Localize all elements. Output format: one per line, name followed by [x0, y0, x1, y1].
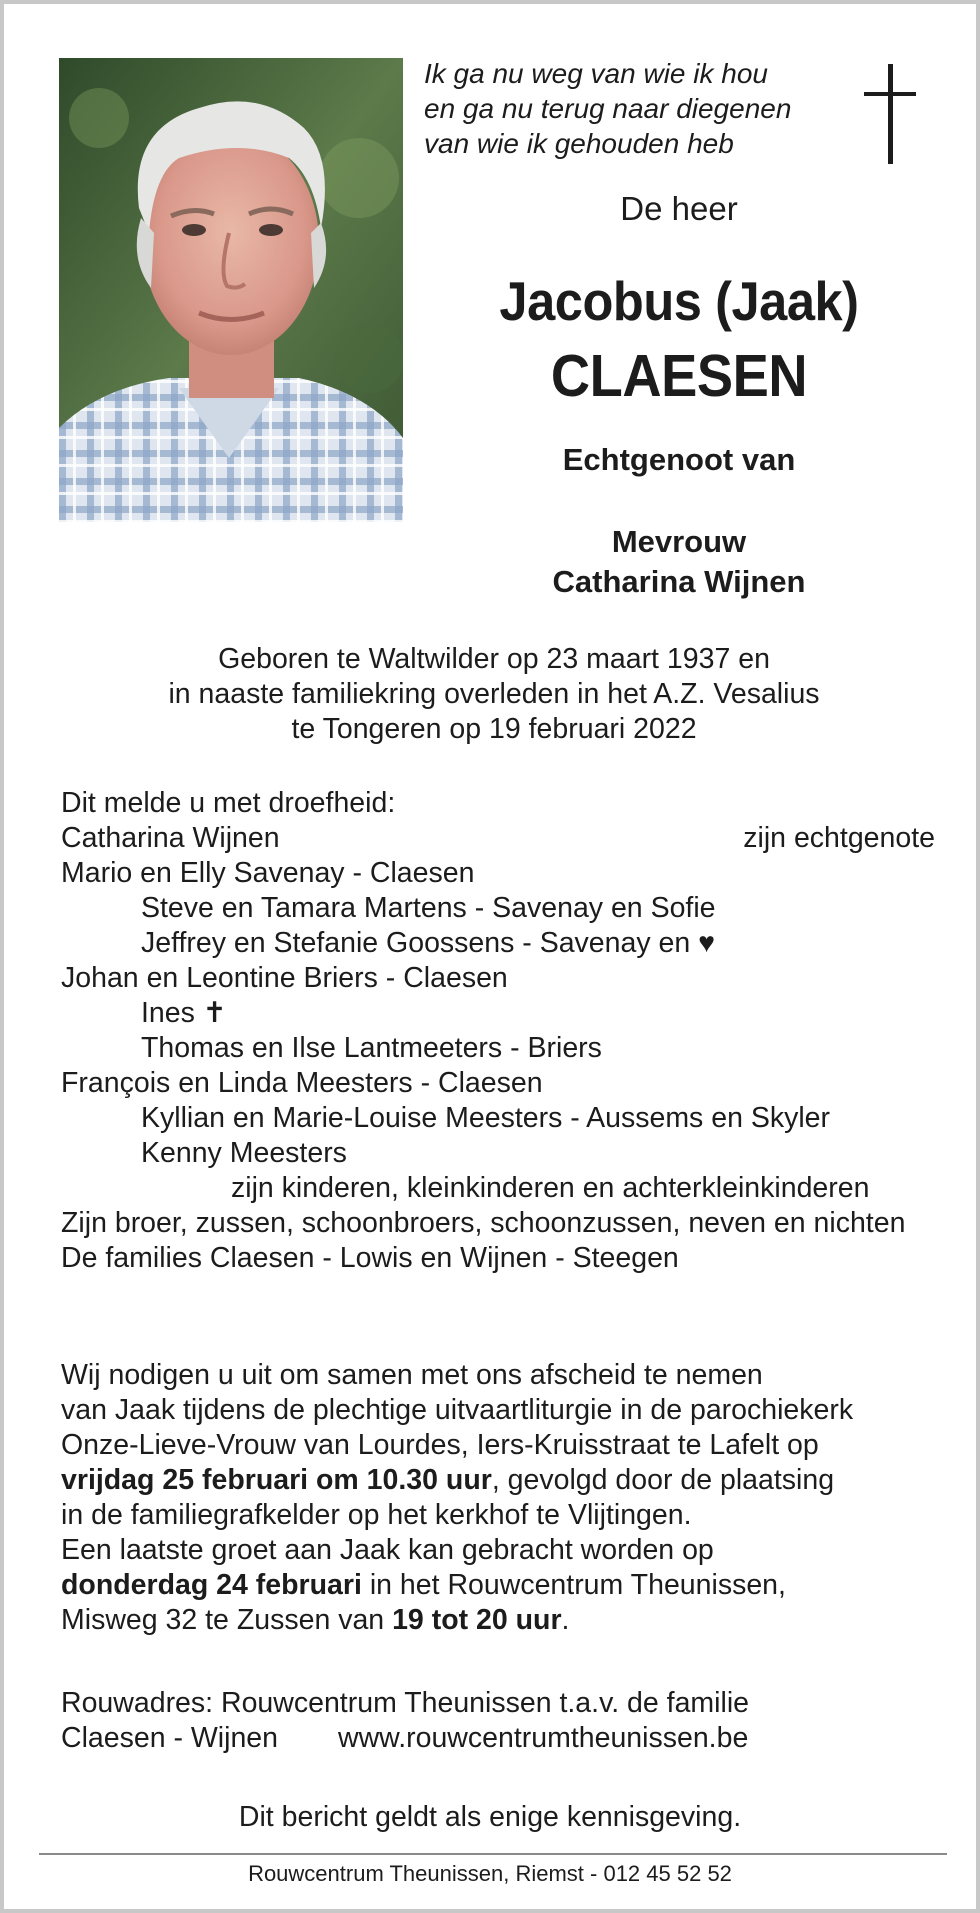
invitation-line — [61, 1603, 941, 1638]
mourner-line: François en Linda Meesters - Claesen — [61, 1067, 543, 1099]
mourner-line: Kenny Meesters — [141, 1137, 347, 1169]
birth-death-details — [64, 642, 924, 747]
poem-line: van wie ik gehouden heb — [424, 128, 734, 159]
deceased-surname: CLAESEN — [550, 343, 808, 409]
invitation-text: , gevolgd door de plaatsing — [491, 1464, 835, 1496]
invitation-line — [61, 1568, 941, 1603]
mourning-address — [61, 1686, 941, 1756]
salutation: De heer — [620, 190, 738, 227]
spouse-intro: Echtgenoot van — [562, 442, 796, 477]
invitation-text: in het Rouwcentrum Theunissen, — [361, 1569, 786, 1601]
mourner-line: Kyllian en Marie-Louise Meesters - Aussems en Skyler — [141, 1102, 831, 1134]
invitation-line: Een laatste groet aan Jaak kan gebracht worden op — [61, 1534, 714, 1566]
mourners-list — [61, 786, 941, 1276]
cross-icon — [864, 64, 916, 164]
invitation-line: van Jaak tijdens de plechtige uitvaartliturgie in de parochiekerk — [61, 1394, 854, 1426]
mourner-line: Jeffrey en Stefanie Goossens - Savenay en ♥ — [141, 927, 716, 959]
birth-death-line: te Tongeren op 19 februari 2022 — [291, 713, 697, 745]
poem-line: en ga nu terug naar diegenen — [424, 93, 792, 124]
spouse-name: Catharina Wijnen — [552, 564, 806, 599]
mourner-name: Catharina Wijnen — [61, 822, 280, 854]
invitation-line: in de familiegrafkelder op het kerkhof te Vlijtingen. — [61, 1499, 692, 1531]
mourner-line: Ines ✝ — [141, 997, 227, 1029]
birth-death-line: Geboren te Waltwilder op 23 maart 1937 en — [218, 643, 770, 675]
deceased-first-names: Jacobus (Jaak) — [499, 270, 859, 332]
address-family: Claesen - Wijnen — [61, 1722, 279, 1754]
mourner-line: Zijn broer, zussen, schoonbroers, schoonzussen, neven en nichten — [61, 1207, 906, 1239]
mourner-relation-summary: zijn kinderen, kleinkinderen en achterkleinkinderen — [231, 1172, 870, 1204]
funeral-date: vrijdag 25 februari om 10.30 uur — [61, 1464, 492, 1496]
invitation-line — [61, 1463, 941, 1498]
notice-text: Dit bericht geldt als enige kennisgeving. — [238, 1801, 742, 1833]
divider — [39, 1853, 947, 1855]
invitation-text: Misweg 32 te Zussen van — [61, 1604, 393, 1636]
invitation-text: . — [561, 1604, 570, 1636]
poem-line: Ik ga nu weg van wie ik hou — [424, 58, 768, 89]
invitation-line: Onze-Lieve-Vrouw van Lourdes, Iers-Kruisstraat te Lafelt op — [61, 1429, 819, 1461]
mourner-line: Mario en Elly Savenay - Claesen — [61, 857, 475, 889]
portrait-image — [59, 58, 403, 522]
portrait-photo — [59, 58, 403, 522]
address-line: Rouwadres: Rouwcentrum Theunissen t.a.v. de familie — [61, 1687, 750, 1719]
website-link[interactable]: www.rouwcentrumtheunissen.be — [338, 1722, 749, 1754]
mourner-line: Johan en Leontine Briers - Claesen — [61, 962, 508, 994]
mourner-line: De families Claesen - Lowis en Wijnen - Steegen — [61, 1242, 679, 1274]
mourners-intro: Dit melde u met droefheid: — [61, 787, 396, 819]
visit-hours: 19 tot 20 uur — [392, 1604, 562, 1636]
mourner-spouse-row — [61, 821, 941, 856]
funeral-invitation — [61, 1358, 941, 1638]
footer-contact: Rouwcentrum Theunissen, Riemst - 012 45 52 52 — [248, 1861, 732, 1886]
mourner-line: Steve en Tamara Martens - Savenay en Sofie — [141, 892, 716, 924]
birth-death-line: in naaste familiekring overleden in het A.Z. Vesalius — [168, 678, 820, 710]
visit-date: donderdag 24 februari — [61, 1569, 362, 1601]
invitation-line: Wij nodigen u uit om samen met ons afscheid te nemen — [61, 1359, 763, 1391]
address-line — [61, 1721, 941, 1756]
mourner-line: Thomas en Ilse Lantmeeters - Briers — [141, 1032, 602, 1064]
poem-verse — [424, 56, 864, 161]
spouse-title: Mevrouw — [611, 524, 747, 559]
mourner-relation: zijn echtgenote — [743, 822, 935, 854]
